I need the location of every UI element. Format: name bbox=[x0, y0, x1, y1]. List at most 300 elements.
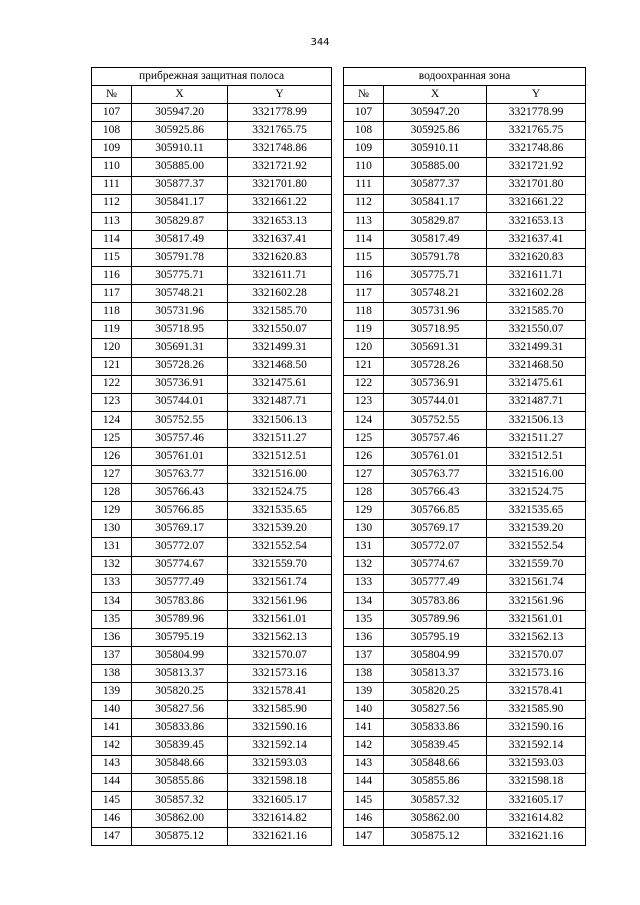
left-point-number: 122 bbox=[92, 375, 132, 393]
left-y-value: 3321535.65 bbox=[228, 502, 332, 520]
left-x-value: 305947.20 bbox=[132, 104, 228, 122]
left-x-value: 305766.43 bbox=[132, 484, 228, 502]
right-y-value: 3321468.50 bbox=[487, 357, 586, 375]
table-row bbox=[92, 827, 586, 845]
table-row bbox=[92, 574, 586, 592]
left-y-value: 3321487.71 bbox=[228, 393, 332, 411]
table-row bbox=[92, 719, 586, 737]
right-y-value: 3321559.70 bbox=[487, 556, 586, 574]
table-row bbox=[92, 683, 586, 701]
left-point-number: 136 bbox=[92, 628, 132, 646]
right-x-value: 305766.43 bbox=[384, 484, 487, 502]
left-y-value: 3321592.14 bbox=[228, 737, 332, 755]
right-point-number: 126 bbox=[344, 447, 384, 465]
right-point-number: 138 bbox=[344, 665, 384, 683]
right-x-value: 305862.00 bbox=[384, 809, 487, 827]
left-point-number: 133 bbox=[92, 574, 132, 592]
right-point-number: 112 bbox=[344, 194, 384, 212]
left-y-value: 3321620.83 bbox=[228, 248, 332, 266]
column-gap bbox=[332, 809, 344, 827]
right-y-value: 3321605.17 bbox=[487, 791, 586, 809]
left-x-value: 305718.95 bbox=[132, 321, 228, 339]
right-y-value: 3321701.80 bbox=[487, 176, 586, 194]
right-x-value: 305744.01 bbox=[384, 393, 487, 411]
right-x-value: 305827.56 bbox=[384, 701, 487, 719]
table-row bbox=[92, 447, 586, 465]
left-x-value: 305829.87 bbox=[132, 212, 228, 230]
right-x-value: 305855.86 bbox=[384, 773, 487, 791]
table-row bbox=[92, 339, 586, 357]
left-x-value: 305839.45 bbox=[132, 737, 228, 755]
left-point-number: 143 bbox=[92, 755, 132, 773]
right-point-number: 113 bbox=[344, 212, 384, 230]
left-y-value: 3321516.00 bbox=[228, 466, 332, 484]
left-point-number: 131 bbox=[92, 538, 132, 556]
left-y-value: 3321524.75 bbox=[228, 484, 332, 502]
left-point-number: 125 bbox=[92, 429, 132, 447]
right-x-value: 305829.87 bbox=[384, 212, 487, 230]
right-x-value: 305804.99 bbox=[384, 647, 487, 665]
table-row bbox=[92, 140, 586, 158]
left-point-number: 134 bbox=[92, 592, 132, 610]
right-y-value: 3321637.41 bbox=[487, 230, 586, 248]
left-x-value: 305744.01 bbox=[132, 393, 228, 411]
column-gap bbox=[332, 556, 344, 574]
left-y-value: 3321621.16 bbox=[228, 827, 332, 845]
left-y-value: 3321585.90 bbox=[228, 701, 332, 719]
left-y-value: 3321468.50 bbox=[228, 357, 332, 375]
right-point-number: 121 bbox=[344, 357, 384, 375]
left-y-value: 3321765.75 bbox=[228, 122, 332, 140]
right-y-value: 3321506.13 bbox=[487, 411, 586, 429]
right-y-value: 3321614.82 bbox=[487, 809, 586, 827]
left-x-value: 305817.49 bbox=[132, 230, 228, 248]
table-row bbox=[92, 647, 586, 665]
table-row bbox=[92, 773, 586, 791]
right-x-value: 305774.67 bbox=[384, 556, 487, 574]
left-point-number: 141 bbox=[92, 719, 132, 737]
right-point-number: 139 bbox=[344, 683, 384, 701]
column-header-row bbox=[92, 86, 586, 104]
column-gap bbox=[332, 248, 344, 266]
left-point-number: 132 bbox=[92, 556, 132, 574]
right-point-number: 125 bbox=[344, 429, 384, 447]
right-x-value: 305813.37 bbox=[384, 665, 487, 683]
right-point-number: 133 bbox=[344, 574, 384, 592]
right-x-value: 305728.26 bbox=[384, 357, 487, 375]
left-point-number: 123 bbox=[92, 393, 132, 411]
right-x-value: 305947.20 bbox=[384, 104, 487, 122]
right-x-value: 305777.49 bbox=[384, 574, 487, 592]
table-row bbox=[92, 502, 586, 520]
right-header-number: № bbox=[344, 86, 384, 104]
column-gap bbox=[332, 86, 344, 104]
table-row bbox=[92, 267, 586, 285]
right-point-number: 146 bbox=[344, 809, 384, 827]
right-point-number: 119 bbox=[344, 321, 384, 339]
right-y-value: 3321552.54 bbox=[487, 538, 586, 556]
column-gap bbox=[332, 538, 344, 556]
column-gap bbox=[332, 737, 344, 755]
table-row bbox=[92, 303, 586, 321]
table-row bbox=[92, 466, 586, 484]
left-point-number: 130 bbox=[92, 520, 132, 538]
column-gap bbox=[332, 104, 344, 122]
right-point-number: 124 bbox=[344, 411, 384, 429]
table-row bbox=[92, 104, 586, 122]
left-point-number: 107 bbox=[92, 104, 132, 122]
left-x-value: 305820.25 bbox=[132, 683, 228, 701]
right-y-value: 3321561.01 bbox=[487, 610, 586, 628]
table-row bbox=[92, 484, 586, 502]
left-y-value: 3321552.54 bbox=[228, 538, 332, 556]
coordinates-table bbox=[91, 67, 586, 846]
right-x-value: 305789.96 bbox=[384, 610, 487, 628]
left-x-value: 305763.77 bbox=[132, 466, 228, 484]
table-row bbox=[92, 809, 586, 827]
right-point-number: 147 bbox=[344, 827, 384, 845]
right-y-value: 3321621.16 bbox=[487, 827, 586, 845]
right-y-value: 3321516.00 bbox=[487, 466, 586, 484]
table-row bbox=[92, 791, 586, 809]
left-x-value: 305775.71 bbox=[132, 267, 228, 285]
table-row bbox=[92, 194, 586, 212]
left-point-number: 124 bbox=[92, 411, 132, 429]
column-gap bbox=[332, 267, 344, 285]
left-point-number: 119 bbox=[92, 321, 132, 339]
table-row bbox=[92, 212, 586, 230]
coordinates-table-body bbox=[92, 68, 586, 846]
right-point-number: 120 bbox=[344, 339, 384, 357]
column-gap bbox=[332, 194, 344, 212]
left-y-value: 3321598.18 bbox=[228, 773, 332, 791]
left-y-value: 3321573.16 bbox=[228, 665, 332, 683]
column-gap bbox=[332, 484, 344, 502]
right-x-value: 305718.95 bbox=[384, 321, 487, 339]
column-gap bbox=[332, 647, 344, 665]
right-point-number: 127 bbox=[344, 466, 384, 484]
column-gap bbox=[332, 628, 344, 646]
left-point-number: 139 bbox=[92, 683, 132, 701]
left-x-value: 305748.21 bbox=[132, 285, 228, 303]
left-y-value: 3321561.01 bbox=[228, 610, 332, 628]
right-y-value: 3321778.99 bbox=[487, 104, 586, 122]
left-y-value: 3321559.70 bbox=[228, 556, 332, 574]
table-row bbox=[92, 285, 586, 303]
left-y-value: 3321721.92 bbox=[228, 158, 332, 176]
right-point-number: 131 bbox=[344, 538, 384, 556]
left-x-value: 305804.99 bbox=[132, 647, 228, 665]
left-y-value: 3321570.07 bbox=[228, 647, 332, 665]
right-y-value: 3321561.74 bbox=[487, 574, 586, 592]
right-point-number: 128 bbox=[344, 484, 384, 502]
right-x-value: 305736.91 bbox=[384, 375, 487, 393]
column-gap bbox=[332, 520, 344, 538]
left-x-value: 305910.11 bbox=[132, 140, 228, 158]
left-y-value: 3321602.28 bbox=[228, 285, 332, 303]
left-point-number: 113 bbox=[92, 212, 132, 230]
left-point-number: 145 bbox=[92, 791, 132, 809]
column-gap bbox=[332, 122, 344, 140]
column-gap bbox=[332, 665, 344, 683]
table-row bbox=[92, 158, 586, 176]
right-x-value: 305731.96 bbox=[384, 303, 487, 321]
table-row bbox=[92, 411, 586, 429]
right-x-value: 305841.17 bbox=[384, 194, 487, 212]
column-gap bbox=[332, 339, 344, 357]
left-y-value: 3321512.51 bbox=[228, 447, 332, 465]
right-y-value: 3321721.92 bbox=[487, 158, 586, 176]
right-x-value: 305910.11 bbox=[384, 140, 487, 158]
table-row bbox=[92, 520, 586, 538]
left-point-number: 126 bbox=[92, 447, 132, 465]
right-point-number: 110 bbox=[344, 158, 384, 176]
right-table-title: водоохранная зона bbox=[344, 68, 586, 86]
column-gap bbox=[332, 176, 344, 194]
right-x-value: 305875.12 bbox=[384, 827, 487, 845]
left-y-value: 3321637.41 bbox=[228, 230, 332, 248]
left-x-value: 305691.31 bbox=[132, 339, 228, 357]
table-row bbox=[92, 701, 586, 719]
left-y-value: 3321653.13 bbox=[228, 212, 332, 230]
left-point-number: 110 bbox=[92, 158, 132, 176]
left-x-value: 305862.00 bbox=[132, 809, 228, 827]
right-point-number: 109 bbox=[344, 140, 384, 158]
left-x-value: 305857.32 bbox=[132, 791, 228, 809]
right-y-value: 3321573.16 bbox=[487, 665, 586, 683]
left-y-value: 3321561.74 bbox=[228, 574, 332, 592]
right-y-value: 3321748.86 bbox=[487, 140, 586, 158]
right-point-number: 135 bbox=[344, 610, 384, 628]
left-y-value: 3321539.20 bbox=[228, 520, 332, 538]
left-point-number: 121 bbox=[92, 357, 132, 375]
right-y-value: 3321590.16 bbox=[487, 719, 586, 737]
left-point-number: 135 bbox=[92, 610, 132, 628]
left-y-value: 3321578.41 bbox=[228, 683, 332, 701]
right-y-value: 3321499.31 bbox=[487, 339, 586, 357]
table-row bbox=[92, 230, 586, 248]
table-row bbox=[92, 429, 586, 447]
left-point-number: 129 bbox=[92, 502, 132, 520]
left-x-value: 305925.86 bbox=[132, 122, 228, 140]
column-gap bbox=[332, 411, 344, 429]
right-x-value: 305763.77 bbox=[384, 466, 487, 484]
right-point-number: 117 bbox=[344, 285, 384, 303]
column-gap bbox=[332, 140, 344, 158]
left-x-value: 305791.78 bbox=[132, 248, 228, 266]
left-point-number: 116 bbox=[92, 267, 132, 285]
right-point-number: 118 bbox=[344, 303, 384, 321]
column-gap bbox=[332, 719, 344, 737]
left-x-value: 305766.85 bbox=[132, 502, 228, 520]
column-gap bbox=[332, 773, 344, 791]
right-point-number: 114 bbox=[344, 230, 384, 248]
right-point-number: 132 bbox=[344, 556, 384, 574]
left-y-value: 3321590.16 bbox=[228, 719, 332, 737]
right-x-value: 305857.32 bbox=[384, 791, 487, 809]
left-x-value: 305752.55 bbox=[132, 411, 228, 429]
right-point-number: 144 bbox=[344, 773, 384, 791]
left-header-y: Y bbox=[228, 86, 332, 104]
right-y-value: 3321593.03 bbox=[487, 755, 586, 773]
left-point-number: 146 bbox=[92, 809, 132, 827]
right-point-number: 122 bbox=[344, 375, 384, 393]
column-gap bbox=[332, 212, 344, 230]
column-gap bbox=[332, 429, 344, 447]
left-y-value: 3321550.07 bbox=[228, 321, 332, 339]
left-x-value: 305841.17 bbox=[132, 194, 228, 212]
column-gap bbox=[332, 701, 344, 719]
column-gap bbox=[332, 68, 344, 86]
right-x-value: 305833.86 bbox=[384, 719, 487, 737]
left-y-value: 3321562.13 bbox=[228, 628, 332, 646]
right-point-number: 129 bbox=[344, 502, 384, 520]
left-x-value: 305783.86 bbox=[132, 592, 228, 610]
column-gap bbox=[332, 357, 344, 375]
left-y-value: 3321748.86 bbox=[228, 140, 332, 158]
column-gap bbox=[332, 592, 344, 610]
left-y-value: 3321511.27 bbox=[228, 429, 332, 447]
left-x-value: 305769.17 bbox=[132, 520, 228, 538]
left-x-value: 305774.67 bbox=[132, 556, 228, 574]
right-x-value: 305885.00 bbox=[384, 158, 487, 176]
right-y-value: 3321475.61 bbox=[487, 375, 586, 393]
column-gap bbox=[332, 827, 344, 845]
right-x-value: 305757.46 bbox=[384, 429, 487, 447]
right-x-value: 305748.21 bbox=[384, 285, 487, 303]
right-point-number: 140 bbox=[344, 701, 384, 719]
right-x-value: 305752.55 bbox=[384, 411, 487, 429]
column-gap bbox=[332, 375, 344, 393]
left-point-number: 142 bbox=[92, 737, 132, 755]
column-gap bbox=[332, 755, 344, 773]
column-gap bbox=[332, 574, 344, 592]
left-y-value: 3321661.22 bbox=[228, 194, 332, 212]
left-x-value: 305795.19 bbox=[132, 628, 228, 646]
left-x-value: 305772.07 bbox=[132, 538, 228, 556]
left-x-value: 305813.37 bbox=[132, 665, 228, 683]
left-y-value: 3321475.61 bbox=[228, 375, 332, 393]
column-gap bbox=[332, 610, 344, 628]
right-header-y: Y bbox=[487, 86, 586, 104]
right-y-value: 3321611.71 bbox=[487, 267, 586, 285]
right-x-value: 305769.17 bbox=[384, 520, 487, 538]
table-row bbox=[92, 556, 586, 574]
left-point-number: 114 bbox=[92, 230, 132, 248]
left-x-value: 305736.91 bbox=[132, 375, 228, 393]
right-y-value: 3321661.22 bbox=[487, 194, 586, 212]
left-table-title: прибрежная защитная полоса bbox=[92, 68, 332, 86]
left-point-number: 115 bbox=[92, 248, 132, 266]
column-gap bbox=[332, 285, 344, 303]
right-x-value: 305783.86 bbox=[384, 592, 487, 610]
left-y-value: 3321611.71 bbox=[228, 267, 332, 285]
left-point-number: 140 bbox=[92, 701, 132, 719]
table-row bbox=[92, 610, 586, 628]
right-y-value: 3321524.75 bbox=[487, 484, 586, 502]
right-point-number: 115 bbox=[344, 248, 384, 266]
right-point-number: 116 bbox=[344, 267, 384, 285]
right-y-value: 3321561.96 bbox=[487, 592, 586, 610]
column-gap bbox=[332, 158, 344, 176]
right-y-value: 3321585.90 bbox=[487, 701, 586, 719]
table-row bbox=[92, 122, 586, 140]
right-point-number: 143 bbox=[344, 755, 384, 773]
left-y-value: 3321506.13 bbox=[228, 411, 332, 429]
left-point-number: 128 bbox=[92, 484, 132, 502]
left-x-value: 305731.96 bbox=[132, 303, 228, 321]
table-row bbox=[92, 538, 586, 556]
right-x-value: 305877.37 bbox=[384, 176, 487, 194]
right-x-value: 305691.31 bbox=[384, 339, 487, 357]
right-y-value: 3321653.13 bbox=[487, 212, 586, 230]
left-y-value: 3321585.70 bbox=[228, 303, 332, 321]
right-point-number: 134 bbox=[344, 592, 384, 610]
left-point-number: 127 bbox=[92, 466, 132, 484]
right-x-value: 305791.78 bbox=[384, 248, 487, 266]
left-x-value: 305848.66 bbox=[132, 755, 228, 773]
left-point-number: 117 bbox=[92, 285, 132, 303]
left-point-number: 108 bbox=[92, 122, 132, 140]
right-point-number: 123 bbox=[344, 393, 384, 411]
right-y-value: 3321592.14 bbox=[487, 737, 586, 755]
left-point-number: 120 bbox=[92, 339, 132, 357]
right-point-number: 136 bbox=[344, 628, 384, 646]
right-y-value: 3321765.75 bbox=[487, 122, 586, 140]
right-point-number: 108 bbox=[344, 122, 384, 140]
right-y-value: 3321512.51 bbox=[487, 447, 586, 465]
table-row bbox=[92, 628, 586, 646]
left-x-value: 305885.00 bbox=[132, 158, 228, 176]
right-y-value: 3321539.20 bbox=[487, 520, 586, 538]
column-gap bbox=[332, 791, 344, 809]
left-y-value: 3321499.31 bbox=[228, 339, 332, 357]
right-y-value: 3321570.07 bbox=[487, 647, 586, 665]
table-row bbox=[92, 737, 586, 755]
table-row bbox=[92, 755, 586, 773]
left-y-value: 3321701.80 bbox=[228, 176, 332, 194]
right-x-value: 305925.86 bbox=[384, 122, 487, 140]
left-y-value: 3321778.99 bbox=[228, 104, 332, 122]
right-x-value: 305820.25 bbox=[384, 683, 487, 701]
right-y-value: 3321598.18 bbox=[487, 773, 586, 791]
left-y-value: 3321614.82 bbox=[228, 809, 332, 827]
table-row bbox=[92, 357, 586, 375]
right-point-number: 142 bbox=[344, 737, 384, 755]
left-y-value: 3321593.03 bbox=[228, 755, 332, 773]
right-y-value: 3321535.65 bbox=[487, 502, 586, 520]
left-x-value: 305877.37 bbox=[132, 176, 228, 194]
left-x-value: 305875.12 bbox=[132, 827, 228, 845]
right-point-number: 137 bbox=[344, 647, 384, 665]
right-x-value: 305775.71 bbox=[384, 267, 487, 285]
left-x-value: 305757.46 bbox=[132, 429, 228, 447]
left-point-number: 138 bbox=[92, 665, 132, 683]
table-row bbox=[92, 393, 586, 411]
left-header-x: X bbox=[132, 86, 228, 104]
column-gap bbox=[332, 447, 344, 465]
left-point-number: 109 bbox=[92, 140, 132, 158]
column-gap bbox=[332, 321, 344, 339]
left-header-number: № bbox=[92, 86, 132, 104]
column-gap bbox=[332, 502, 344, 520]
table-row bbox=[92, 321, 586, 339]
left-point-number: 118 bbox=[92, 303, 132, 321]
table-row bbox=[92, 592, 586, 610]
column-gap bbox=[332, 466, 344, 484]
right-point-number: 130 bbox=[344, 520, 384, 538]
right-point-number: 145 bbox=[344, 791, 384, 809]
